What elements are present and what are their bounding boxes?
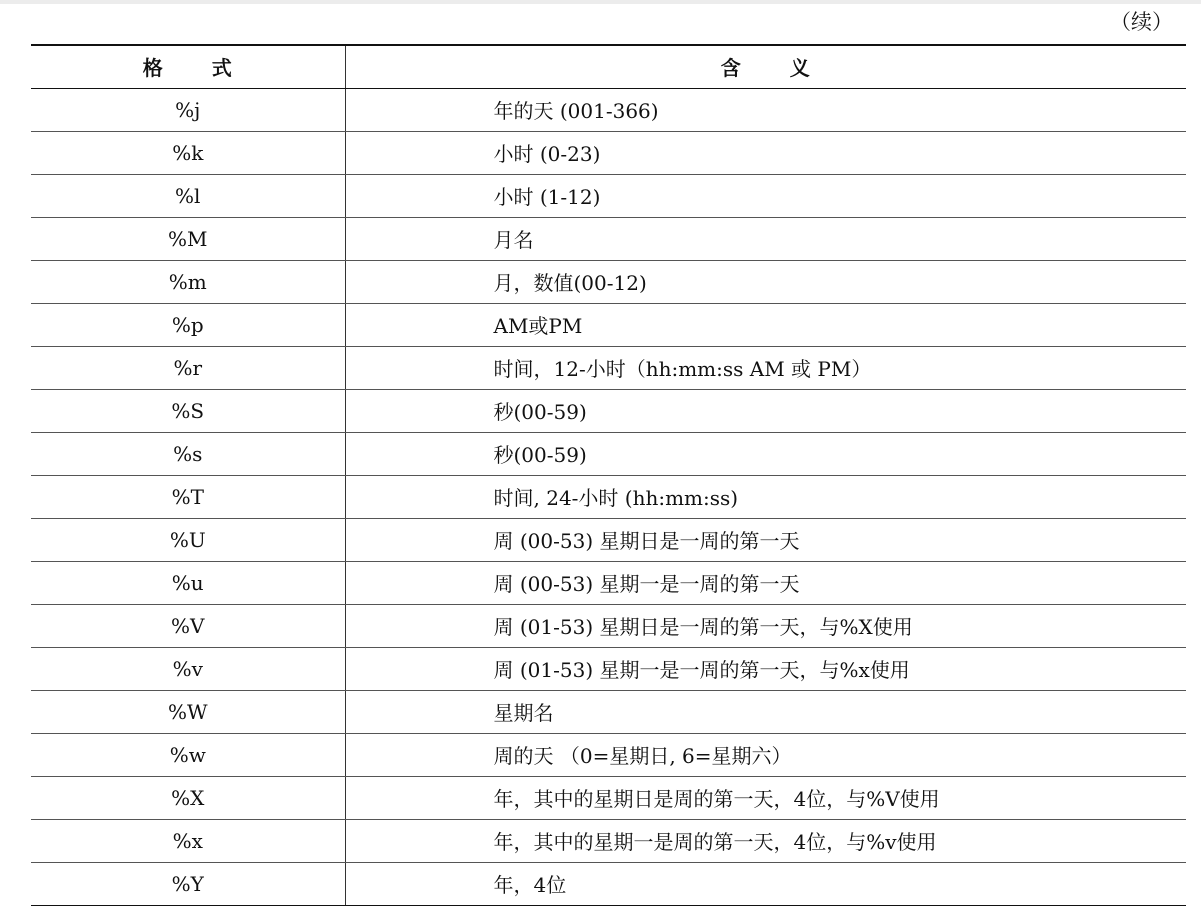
format-code-cell: %s bbox=[31, 432, 345, 475]
meaning-cell: 时间, 24-小时 (hh:mm:ss) bbox=[345, 475, 1186, 518]
format-code-cell: %m bbox=[31, 260, 345, 303]
meaning-cell: 月，数值(00-12) bbox=[345, 260, 1186, 303]
table-row bbox=[31, 862, 1186, 905]
format-code-cell: %x bbox=[31, 819, 345, 862]
format-code-cell: %l bbox=[31, 174, 345, 217]
meaning-cell: 周 (00-53) 星期日是一周的第一天 bbox=[345, 518, 1186, 561]
meaning-cell: 小时 (0-23) bbox=[345, 131, 1186, 174]
table-header-row bbox=[31, 45, 1186, 88]
meaning-cell: 周 (01-53) 星期日是一周的第一天，与%X使用 bbox=[345, 604, 1186, 647]
meaning-cell: 年，其中的星期日是周的第一天，4位，与%V使用 bbox=[345, 776, 1186, 819]
meaning-cell: 时间，12-小时（hh:mm:ss AM 或 PM） bbox=[345, 346, 1186, 389]
meaning-cell: 年，4位 bbox=[345, 862, 1186, 905]
format-code-cell: %r bbox=[31, 346, 345, 389]
table-row bbox=[31, 475, 1186, 518]
table-row bbox=[31, 647, 1186, 690]
meaning-cell: 星期名 bbox=[345, 690, 1186, 733]
table-row bbox=[31, 561, 1186, 604]
table-row bbox=[31, 389, 1186, 432]
continued-label: （续） bbox=[1110, 10, 1173, 34]
format-code-cell: %V bbox=[31, 604, 345, 647]
meaning-cell: 周 (01-53) 星期一是一周的第一天，与%x使用 bbox=[345, 647, 1186, 690]
table-row bbox=[31, 174, 1186, 217]
format-code-cell: %U bbox=[31, 518, 345, 561]
format-code-cell: %w bbox=[31, 733, 345, 776]
table-row bbox=[31, 819, 1186, 862]
format-code-cell: %j bbox=[31, 88, 345, 131]
table-row bbox=[31, 260, 1186, 303]
meaning-cell: 年，其中的星期一是周的第一天，4位，与%v使用 bbox=[345, 819, 1186, 862]
table-row bbox=[31, 346, 1186, 389]
format-table bbox=[31, 44, 1186, 906]
format-code-cell: %p bbox=[31, 303, 345, 346]
format-code-cell: %W bbox=[31, 690, 345, 733]
format-code-cell: %X bbox=[31, 776, 345, 819]
table-row bbox=[31, 217, 1186, 260]
meaning-cell: 周的天 （0=星期日, 6=星期六） bbox=[345, 733, 1186, 776]
format-code-cell: %T bbox=[31, 475, 345, 518]
table-row bbox=[31, 518, 1186, 561]
table-body bbox=[31, 88, 1186, 905]
table-row bbox=[31, 690, 1186, 733]
meaning-cell: AM或PM bbox=[345, 303, 1186, 346]
table-row bbox=[31, 88, 1186, 131]
table-row bbox=[31, 131, 1186, 174]
meaning-cell: 秒(00-59) bbox=[345, 389, 1186, 432]
format-code-cell: %k bbox=[31, 131, 345, 174]
header-meaning: 含 义 bbox=[345, 45, 1186, 88]
table-row bbox=[31, 604, 1186, 647]
page-top-edge bbox=[0, 0, 1201, 4]
format-code-cell: %S bbox=[31, 389, 345, 432]
meaning-cell: 秒(00-59) bbox=[345, 432, 1186, 475]
meaning-cell: 小时 (1-12) bbox=[345, 174, 1186, 217]
meaning-cell: 年的天 (001-366) bbox=[345, 88, 1186, 131]
format-code-cell: %u bbox=[31, 561, 345, 604]
table-row bbox=[31, 432, 1186, 475]
format-code-cell: %M bbox=[31, 217, 345, 260]
table-row bbox=[31, 303, 1186, 346]
format-code-cell: %v bbox=[31, 647, 345, 690]
table-row bbox=[31, 776, 1186, 819]
format-code-cell: %Y bbox=[31, 862, 345, 905]
table-row bbox=[31, 733, 1186, 776]
meaning-cell: 月名 bbox=[345, 217, 1186, 260]
header-format: 格 式 bbox=[31, 45, 345, 88]
meaning-cell: 周 (00-53) 星期一是一周的第一天 bbox=[345, 561, 1186, 604]
